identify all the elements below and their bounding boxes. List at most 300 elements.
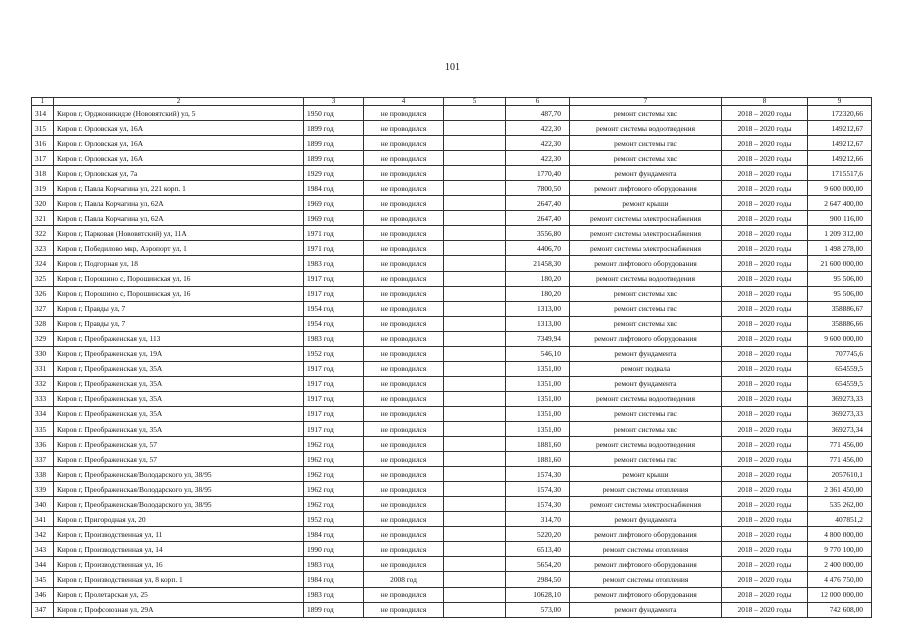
cost-cell: 95 506,00 bbox=[808, 286, 872, 301]
cost-cell: 149212,67 bbox=[808, 121, 872, 136]
area-cell: 1351,00 bbox=[506, 421, 570, 436]
row-number-cell: 315 bbox=[32, 121, 54, 136]
cost-cell: 2 400 000,00 bbox=[808, 557, 872, 572]
address-cell: Киров г, Орловская ул, 7а bbox=[54, 166, 304, 181]
empty-col-cell bbox=[444, 121, 506, 136]
table-row bbox=[32, 361, 872, 376]
cost-cell: 21 600 000,00 bbox=[808, 256, 872, 271]
table-row bbox=[32, 256, 872, 271]
address-cell: Киров г, Преображенская ул, 35А bbox=[54, 391, 304, 406]
address-cell: Киров г, Павла Корчагина ул, 62А bbox=[54, 196, 304, 211]
last-repair-year-cell: не проводился bbox=[364, 482, 444, 497]
row-number-cell: 340 bbox=[32, 497, 54, 512]
area-cell: 1351,00 bbox=[506, 361, 570, 376]
build-year-cell: 1917 год bbox=[304, 421, 364, 436]
build-year-cell: 1984 год bbox=[304, 527, 364, 542]
period-cell: 2018 – 2020 годы bbox=[722, 271, 808, 286]
row-number-cell: 318 bbox=[32, 166, 54, 181]
empty-col-cell bbox=[444, 497, 506, 512]
last-repair-year-cell: не проводился bbox=[364, 497, 444, 512]
period-cell: 2018 – 2020 годы bbox=[722, 376, 808, 391]
column-number: 5 bbox=[444, 98, 506, 106]
cost-cell: 2057610,1 bbox=[808, 467, 872, 482]
cost-cell: 369273,34 bbox=[808, 421, 872, 436]
period-cell: 2018 – 2020 годы bbox=[722, 286, 808, 301]
work-type-cell: ремонт системы электроснабжения bbox=[570, 497, 722, 512]
period-cell: 2018 – 2020 годы bbox=[722, 542, 808, 557]
work-type-cell: ремонт лифтового оборудования bbox=[570, 557, 722, 572]
last-repair-year-cell: не проводился bbox=[364, 391, 444, 406]
address-cell: Киров г. Преображенская ул, 35А bbox=[54, 406, 304, 421]
work-type-cell: ремонт крыши bbox=[570, 196, 722, 211]
period-cell: 2018 – 2020 годы bbox=[722, 121, 808, 136]
build-year-cell: 1917 год bbox=[304, 271, 364, 286]
row-number-cell: 330 bbox=[32, 346, 54, 361]
last-repair-year-cell: не проводился bbox=[364, 376, 444, 391]
row-number-cell: 323 bbox=[32, 241, 54, 256]
row-number-cell: 344 bbox=[32, 557, 54, 572]
last-repair-year-cell: не проводился bbox=[364, 166, 444, 181]
area-cell: 180,20 bbox=[506, 271, 570, 286]
build-year-cell: 1899 год bbox=[304, 121, 364, 136]
table-row bbox=[32, 331, 872, 346]
cost-cell: 654559,5 bbox=[808, 376, 872, 391]
area-cell: 2647,40 bbox=[506, 196, 570, 211]
build-year-cell: 1971 год bbox=[304, 241, 364, 256]
row-number-cell: 346 bbox=[32, 587, 54, 602]
table-row bbox=[32, 136, 872, 151]
row-number-cell: 341 bbox=[32, 512, 54, 527]
area-cell: 1351,00 bbox=[506, 406, 570, 421]
work-type-cell: ремонт лифтового оборудования bbox=[570, 587, 722, 602]
period-cell: 2018 – 2020 годы bbox=[722, 241, 808, 256]
build-year-cell: 1983 год bbox=[304, 557, 364, 572]
table-row bbox=[32, 181, 872, 196]
cost-cell: 149212,66 bbox=[808, 151, 872, 166]
table-body bbox=[32, 98, 872, 618]
table-row bbox=[32, 602, 872, 617]
empty-col-cell bbox=[444, 602, 506, 617]
last-repair-year-cell: не проводился bbox=[364, 181, 444, 196]
address-cell: Киров г, Орджоникидзе (Нововятский) ул, 5 bbox=[54, 106, 304, 121]
empty-col-cell bbox=[444, 196, 506, 211]
address-cell: Киров г, Преображенская ул, 35А bbox=[54, 361, 304, 376]
build-year-cell: 1899 год bbox=[304, 136, 364, 151]
column-number-row bbox=[32, 98, 872, 106]
area-cell: 7800,50 bbox=[506, 181, 570, 196]
address-cell: Киров г, Порошино с, Порошинская ул, 16 bbox=[54, 286, 304, 301]
period-cell: 2018 – 2020 годы bbox=[722, 572, 808, 587]
empty-col-cell bbox=[444, 271, 506, 286]
last-repair-year-cell: не проводился bbox=[364, 527, 444, 542]
table-row bbox=[32, 557, 872, 572]
row-number-cell: 345 bbox=[32, 572, 54, 587]
last-repair-year-cell: не проводился bbox=[364, 512, 444, 527]
column-number: 7 bbox=[570, 98, 722, 106]
work-type-cell: ремонт системы гвс bbox=[570, 136, 722, 151]
cost-cell: 2 361 450,00 bbox=[808, 482, 872, 497]
empty-col-cell bbox=[444, 587, 506, 602]
area-cell: 2647,40 bbox=[506, 211, 570, 226]
last-repair-year-cell: не проводился bbox=[364, 557, 444, 572]
row-number-cell: 321 bbox=[32, 211, 54, 226]
area-cell: 1313,00 bbox=[506, 301, 570, 316]
row-number-cell: 342 bbox=[32, 527, 54, 542]
work-type-cell: ремонт системы электроснабжения bbox=[570, 241, 722, 256]
last-repair-year-cell: не проводился bbox=[364, 316, 444, 331]
empty-col-cell bbox=[444, 376, 506, 391]
build-year-cell: 1954 год bbox=[304, 316, 364, 331]
row-number-cell: 326 bbox=[32, 286, 54, 301]
page-number: 101 bbox=[445, 62, 460, 73]
last-repair-year-cell: не проводился bbox=[364, 542, 444, 557]
period-cell: 2018 – 2020 годы bbox=[722, 512, 808, 527]
build-year-cell: 1950 год bbox=[304, 106, 364, 121]
work-type-cell: ремонт системы хвс bbox=[570, 316, 722, 331]
address-cell: Киров г. Преображенская ул, 57 bbox=[54, 452, 304, 467]
work-type-cell: ремонт системы водоотведения bbox=[570, 437, 722, 452]
build-year-cell: 1962 год bbox=[304, 452, 364, 467]
last-repair-year-cell: не проводился bbox=[364, 226, 444, 241]
address-cell: Киров г, Преображенская/Володарского ул, 38/95 bbox=[54, 482, 304, 497]
row-number-cell: 328 bbox=[32, 316, 54, 331]
cost-cell: 358886,67 bbox=[808, 301, 872, 316]
build-year-cell: 1917 год bbox=[304, 376, 364, 391]
last-repair-year-cell: не проводился bbox=[364, 602, 444, 617]
period-cell: 2018 – 2020 годы bbox=[722, 467, 808, 482]
build-year-cell: 1983 год bbox=[304, 587, 364, 602]
table-row bbox=[32, 106, 872, 121]
area-cell: 1770,40 bbox=[506, 166, 570, 181]
address-cell: Киров г, Подгорная ул, 18 bbox=[54, 256, 304, 271]
address-cell: Киров г, Производственная ул, 16 bbox=[54, 557, 304, 572]
period-cell: 2018 – 2020 годы bbox=[722, 421, 808, 436]
cost-cell: 742 608,00 bbox=[808, 602, 872, 617]
work-type-cell: ремонт системы отопления bbox=[570, 482, 722, 497]
cost-cell: 4 800 000,00 bbox=[808, 527, 872, 542]
address-cell: Киров г. Преображенская ул, 35А bbox=[54, 421, 304, 436]
address-cell: Киров г, Павла Корчагина ул, 62А bbox=[54, 211, 304, 226]
period-cell: 2018 – 2020 годы bbox=[722, 226, 808, 241]
last-repair-year-cell: не проводился bbox=[364, 437, 444, 452]
area-cell: 1351,00 bbox=[506, 391, 570, 406]
build-year-cell: 1969 год bbox=[304, 196, 364, 211]
work-type-cell: ремонт системы хвс bbox=[570, 151, 722, 166]
row-number-cell: 332 bbox=[32, 376, 54, 391]
work-type-cell: ремонт системы гвс bbox=[570, 301, 722, 316]
period-cell: 2018 – 2020 годы bbox=[722, 391, 808, 406]
empty-col-cell bbox=[444, 527, 506, 542]
address-cell: Киров г, Победилово мкр, Аэропорт ул, 1 bbox=[54, 241, 304, 256]
area-cell: 422,30 bbox=[506, 151, 570, 166]
area-cell: 422,30 bbox=[506, 121, 570, 136]
empty-col-cell bbox=[444, 437, 506, 452]
table-row bbox=[32, 497, 872, 512]
work-type-cell: ремонт системы хвс bbox=[570, 421, 722, 436]
table-row bbox=[32, 421, 872, 436]
cost-cell: 654559,5 bbox=[808, 361, 872, 376]
period-cell: 2018 – 2020 годы bbox=[722, 166, 808, 181]
table-row bbox=[32, 211, 872, 226]
area-cell: 1574,30 bbox=[506, 467, 570, 482]
work-type-cell: ремонт крыши bbox=[570, 467, 722, 482]
empty-col-cell bbox=[444, 241, 506, 256]
table-row bbox=[32, 196, 872, 211]
cost-cell: 95 506,00 bbox=[808, 271, 872, 286]
last-repair-year-cell: не проводился bbox=[364, 121, 444, 136]
cost-cell: 149212,67 bbox=[808, 136, 872, 151]
build-year-cell: 1983 год bbox=[304, 256, 364, 271]
address-cell: Киров г, Павла Корчагина ул, 221 корп. 1 bbox=[54, 181, 304, 196]
column-number: 8 bbox=[722, 98, 808, 106]
build-year-cell: 1969 год bbox=[304, 211, 364, 226]
address-cell: Киров г, Парковая (Нововятский) ул, 11А bbox=[54, 226, 304, 241]
work-type-cell: ремонт системы водоотведения bbox=[570, 121, 722, 136]
row-number-cell: 317 bbox=[32, 151, 54, 166]
cost-cell: 12 000 000,00 bbox=[808, 587, 872, 602]
row-number-cell: 322 bbox=[32, 226, 54, 241]
row-number-cell: 331 bbox=[32, 361, 54, 376]
empty-col-cell bbox=[444, 256, 506, 271]
address-cell: Киров г, Профсоюзная ул, 29А bbox=[54, 602, 304, 617]
work-type-cell: ремонт системы электроснабжения bbox=[570, 211, 722, 226]
row-number-cell: 335 bbox=[32, 421, 54, 436]
empty-col-cell bbox=[444, 406, 506, 421]
area-cell: 314,70 bbox=[506, 512, 570, 527]
area-cell: 6513,40 bbox=[506, 542, 570, 557]
last-repair-year-cell: не проводился bbox=[364, 256, 444, 271]
build-year-cell: 1917 год bbox=[304, 406, 364, 421]
address-cell: Киров г, Преображенская/Володарского ул, 38/95 bbox=[54, 467, 304, 482]
build-year-cell: 1952 год bbox=[304, 512, 364, 527]
area-cell: 1313,00 bbox=[506, 316, 570, 331]
last-repair-year-cell: не проводился bbox=[364, 136, 444, 151]
cost-cell: 9 600 000,00 bbox=[808, 181, 872, 196]
address-cell: Киров г, Производственная ул, 11 bbox=[54, 527, 304, 542]
address-cell: Киров г. Орловская ул, 16А bbox=[54, 121, 304, 136]
address-cell: Киров г, Преображенская/Володарского ул, 38/95 bbox=[54, 497, 304, 512]
empty-col-cell bbox=[444, 316, 506, 331]
empty-col-cell bbox=[444, 286, 506, 301]
empty-col-cell bbox=[444, 151, 506, 166]
work-type-cell: ремонт фундамента bbox=[570, 602, 722, 617]
last-repair-year-cell: не проводился bbox=[364, 106, 444, 121]
period-cell: 2018 – 2020 годы bbox=[722, 497, 808, 512]
last-repair-year-cell: не проводился bbox=[364, 406, 444, 421]
period-cell: 2018 – 2020 годы bbox=[722, 181, 808, 196]
work-type-cell: ремонт фундамента bbox=[570, 346, 722, 361]
table-row bbox=[32, 226, 872, 241]
area-cell: 5220,20 bbox=[506, 527, 570, 542]
work-type-cell: ремонт системы хвс bbox=[570, 286, 722, 301]
cost-cell: 771 456,00 bbox=[808, 437, 872, 452]
cost-cell: 900 116,00 bbox=[808, 211, 872, 226]
row-number-cell: 329 bbox=[32, 331, 54, 346]
table-row bbox=[32, 452, 872, 467]
last-repair-year-cell: не проводился bbox=[364, 361, 444, 376]
area-cell: 3556,80 bbox=[506, 226, 570, 241]
period-cell: 2018 – 2020 годы bbox=[722, 211, 808, 226]
area-cell: 1881,60 bbox=[506, 437, 570, 452]
last-repair-year-cell: не проводился bbox=[364, 301, 444, 316]
work-type-cell: ремонт системы отопления bbox=[570, 542, 722, 557]
cost-cell: 4 476 750,00 bbox=[808, 572, 872, 587]
cost-cell: 369273,33 bbox=[808, 391, 872, 406]
last-repair-year-cell: не проводился bbox=[364, 346, 444, 361]
address-cell: Киров г, Преображенская ул, 113 bbox=[54, 331, 304, 346]
last-repair-year-cell: не проводился bbox=[364, 587, 444, 602]
empty-col-cell bbox=[444, 467, 506, 482]
cost-cell: 1715517,6 bbox=[808, 166, 872, 181]
period-cell: 2018 – 2020 годы bbox=[722, 602, 808, 617]
table-row bbox=[32, 467, 872, 482]
period-cell: 2018 – 2020 годы bbox=[722, 527, 808, 542]
area-cell: 546,10 bbox=[506, 346, 570, 361]
table-row bbox=[32, 301, 872, 316]
empty-col-cell bbox=[444, 346, 506, 361]
cost-cell: 1 498 278,00 bbox=[808, 241, 872, 256]
cost-cell: 9 600 000,00 bbox=[808, 331, 872, 346]
build-year-cell: 1917 год bbox=[304, 391, 364, 406]
column-number: 2 bbox=[54, 98, 304, 106]
empty-col-cell bbox=[444, 166, 506, 181]
work-type-cell: ремонт системы гвс bbox=[570, 406, 722, 421]
period-cell: 2018 – 2020 годы bbox=[722, 361, 808, 376]
empty-col-cell bbox=[444, 331, 506, 346]
table-row bbox=[32, 121, 872, 136]
build-year-cell: 1971 год bbox=[304, 226, 364, 241]
empty-col-cell bbox=[444, 452, 506, 467]
table-row bbox=[32, 587, 872, 602]
cost-cell: 2 647 400,00 bbox=[808, 196, 872, 211]
build-year-cell: 1962 год bbox=[304, 497, 364, 512]
work-type-cell: ремонт подвала bbox=[570, 361, 722, 376]
last-repair-year-cell: не проводился bbox=[364, 467, 444, 482]
cost-cell: 358886,66 bbox=[808, 316, 872, 331]
period-cell: 2018 – 2020 годы bbox=[722, 452, 808, 467]
empty-col-cell bbox=[444, 512, 506, 527]
last-repair-year-cell: не проводился bbox=[364, 331, 444, 346]
table-row bbox=[32, 241, 872, 256]
empty-col-cell bbox=[444, 572, 506, 587]
build-year-cell: 1962 год bbox=[304, 467, 364, 482]
period-cell: 2018 – 2020 годы bbox=[722, 136, 808, 151]
work-type-cell: ремонт лифтового оборудования bbox=[570, 527, 722, 542]
cost-cell: 407851,2 bbox=[808, 512, 872, 527]
empty-col-cell bbox=[444, 106, 506, 121]
row-number-cell: 336 bbox=[32, 437, 54, 452]
register-table bbox=[31, 97, 872, 618]
work-type-cell: ремонт системы отопления bbox=[570, 572, 722, 587]
build-year-cell: 1984 год bbox=[304, 572, 364, 587]
address-cell: Киров г, Правды ул, 7 bbox=[54, 316, 304, 331]
row-number-cell: 334 bbox=[32, 406, 54, 421]
address-cell: Киров г, Производственная ул, 14 bbox=[54, 542, 304, 557]
empty-col-cell bbox=[444, 557, 506, 572]
build-year-cell: 1984 год bbox=[304, 181, 364, 196]
table-row bbox=[32, 391, 872, 406]
empty-col-cell bbox=[444, 301, 506, 316]
table-row bbox=[32, 437, 872, 452]
period-cell: 2018 – 2020 годы bbox=[722, 587, 808, 602]
work-type-cell: ремонт фундамента bbox=[570, 376, 722, 391]
build-year-cell: 1990 год bbox=[304, 542, 364, 557]
build-year-cell: 1962 год bbox=[304, 437, 364, 452]
build-year-cell: 1917 год bbox=[304, 286, 364, 301]
work-type-cell: ремонт системы водоотведения bbox=[570, 271, 722, 286]
build-year-cell: 1929 год bbox=[304, 166, 364, 181]
cost-cell: 771 456,00 bbox=[808, 452, 872, 467]
area-cell: 21458,30 bbox=[506, 256, 570, 271]
table-row bbox=[32, 166, 872, 181]
empty-col-cell bbox=[444, 211, 506, 226]
period-cell: 2018 – 2020 годы bbox=[722, 301, 808, 316]
address-cell: Киров г, Пролетарская ул, 25 bbox=[54, 587, 304, 602]
row-number-cell: 316 bbox=[32, 136, 54, 151]
cost-cell: 1 209 312,00 bbox=[808, 226, 872, 241]
work-type-cell: ремонт системы водоотведения bbox=[570, 391, 722, 406]
last-repair-year-cell: не проводился bbox=[364, 151, 444, 166]
work-type-cell: ремонт системы электроснабжения bbox=[570, 226, 722, 241]
table-row bbox=[32, 316, 872, 331]
table-row bbox=[32, 482, 872, 497]
address-cell: Киров г, Правды ул, 7 bbox=[54, 301, 304, 316]
cost-cell: 535 262,00 bbox=[808, 497, 872, 512]
row-number-cell: 319 bbox=[32, 181, 54, 196]
row-number-cell: 338 bbox=[32, 467, 54, 482]
build-year-cell: 1962 год bbox=[304, 482, 364, 497]
address-cell: Киров г. Орловская ул, 16А bbox=[54, 136, 304, 151]
last-repair-year-cell: 2008 год bbox=[364, 572, 444, 587]
cost-cell: 9 770 100,00 bbox=[808, 542, 872, 557]
table-row bbox=[32, 346, 872, 361]
build-year-cell: 1899 год bbox=[304, 602, 364, 617]
row-number-cell: 324 bbox=[32, 256, 54, 271]
empty-col-cell bbox=[444, 482, 506, 497]
column-number: 1 bbox=[32, 98, 54, 106]
period-cell: 2018 – 2020 годы bbox=[722, 557, 808, 572]
work-type-cell: ремонт лифтового оборудования bbox=[570, 256, 722, 271]
row-number-cell: 320 bbox=[32, 196, 54, 211]
period-cell: 2018 – 2020 годы bbox=[722, 437, 808, 452]
address-cell: Киров г. Орловская ул, 16А bbox=[54, 151, 304, 166]
last-repair-year-cell: не проводился bbox=[364, 421, 444, 436]
column-number: 3 bbox=[304, 98, 364, 106]
work-type-cell: ремонт фундамента bbox=[570, 512, 722, 527]
build-year-cell: 1983 год bbox=[304, 331, 364, 346]
table-row bbox=[32, 572, 872, 587]
empty-col-cell bbox=[444, 136, 506, 151]
area-cell: 1881,60 bbox=[506, 452, 570, 467]
cost-cell: 172320,66 bbox=[808, 106, 872, 121]
table-row bbox=[32, 286, 872, 301]
empty-col-cell bbox=[444, 421, 506, 436]
work-type-cell: ремонт лифтового оборудования bbox=[570, 331, 722, 346]
period-cell: 2018 – 2020 годы bbox=[722, 316, 808, 331]
row-number-cell: 327 bbox=[32, 301, 54, 316]
table-row bbox=[32, 512, 872, 527]
address-cell: Киров г, Пригородная ул, 20 bbox=[54, 512, 304, 527]
empty-col-cell bbox=[444, 181, 506, 196]
period-cell: 2018 – 2020 годы bbox=[722, 196, 808, 211]
table-row bbox=[32, 151, 872, 166]
area-cell: 2984,50 bbox=[506, 572, 570, 587]
table-row bbox=[32, 406, 872, 421]
last-repair-year-cell: не проводился bbox=[364, 241, 444, 256]
last-repair-year-cell: не проводился bbox=[364, 286, 444, 301]
area-cell: 573,00 bbox=[506, 602, 570, 617]
last-repair-year-cell: не проводился bbox=[364, 211, 444, 226]
